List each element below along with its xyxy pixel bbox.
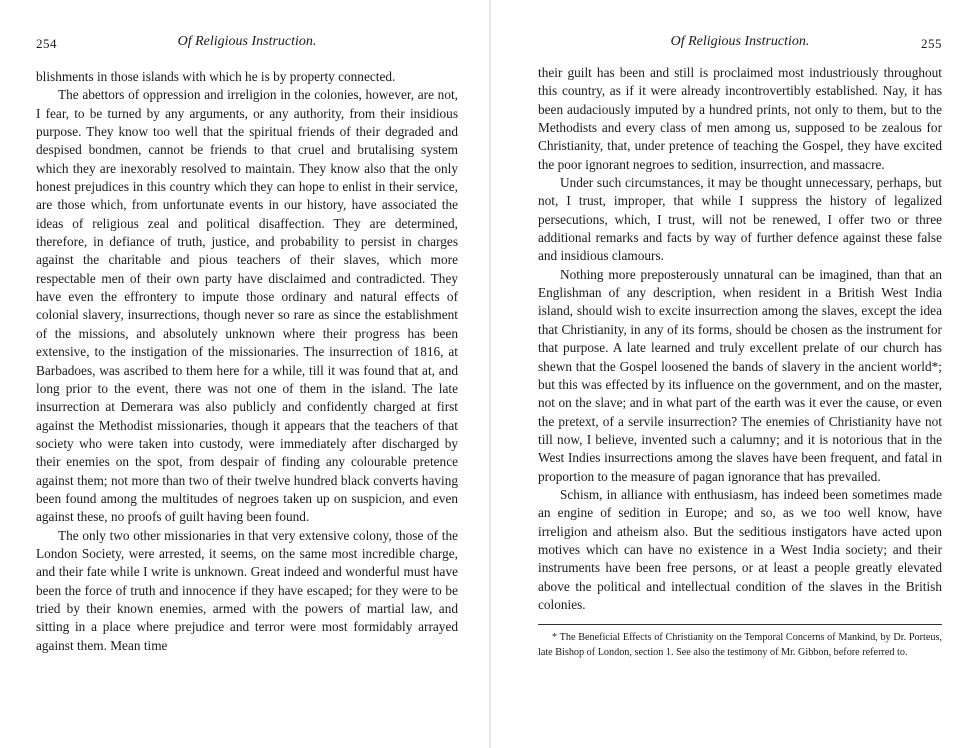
paragraph: Under such circumstances, it may be thought unnecessary, perhaps, but not, I trust, improper, that while I suppress the history of legalized persecutions, which, I trust, will not be renewed, I offer two or three additional remarks and facts by way of further defence against these false and insidious clamours. [538,175,942,264]
paragraph: blishments in those islands with which he is by property connected. [36,69,396,84]
paragraph: their guilt has been and still is proclaimed most industriously throughout this country, as if it were already incontrovertibly established. Nay, it has been audaciously imputed by a hundred prints, not only to them, but to the Methodists and every class of men among us, supposed to be zealous for Christianity, that, under pretence of teaching the Gospel, they have excited the poor ignorant negroes to sedition, insurrection, and massacre. [538,65,942,172]
left-page-body [36,68,458,655]
paragraph: The only two other missionaries in that very extensive colony, those of the London Society, were arrested, it seems, on the same most incredible charge, and their fate while I write is unknown. Great indeed and wonderful must have been the force of truth and innocence if they have escaped; for they were to be tried by their known enemies, armed with the powers of martial law, and sitting in a place where prejudice and terror were most formidably arrayed against them. Mean time [36,527,458,653]
page-number: 254 [36,36,57,51]
running-head: Of Religious Instruction. [177,34,317,49]
page-number: 255 [921,36,942,51]
right-page [490,0,980,748]
footnote-text: * The Beneficial Effects of Christianity on the Temporal Concerns of Mankind, by Dr. Porteus, late Bishop of London, section 1. See also the testimony of Mr. Gibbon, before referred to. [538,632,942,658]
right-page-body [538,64,942,614]
footnote [538,631,942,660]
right-page-header [538,32,942,58]
paragraph: Nothing more preposterously unnatural can be imagined, than that an Englishman of any description, when resident in a British West India island, should wish to excite insurrection among the slaves, except the idea that Christianity, in any of its forms, should be chosen as the instrument for that purpose. A late learned and truly excellent prelate of our church has shewn that the Gospel loosened the bands of slavery in the ancient world*; but this was effected by its influence on the government, and on the master, not on the slave; and in what part of the earth was it ever the cause, or even the pretext, of a servile insurrection? The enemies of Christianity have not till now, I believe, invented such a calumny; and it is notorious that in the West Indies insurrections among the slaves have been frequent, and fatal in proportion to the measure of pagan ignorance that has prevailed. [538,266,942,484]
left-page-header [36,32,458,58]
paragraph: The abettors of oppression and irreligion in the colonies, however, are not, I fear, to be turned by any arguments, or any authority, from their insidious purpose. They know too well that the spiritual friends of their degraded and despised bondmen, cannot be friends to that cruel and brutalising system which they are inexorably resolved to maintain. They know also that the only honest prejudices in this country which they can hope to enlist in their service, are those which, from unfortunate events in our history, have associated the ideas of religious zeal and political disaffection. They are determined, therefore, in defiance of truth, justice, and probability to persist in charges against the charitable and pious teachers of their slaves, which more respectable men of their own party have disclaimed and contradicted. They have even the effrontery to impute those ordinary and natural effects of colonial slavery, insurrections, though never so rare as since the establishment of the missions, and absolutely unknown where their progress has been extensive, to the instigation of the missionaries. The insurrection of 1816, at Barbadoes, was ascribed to them here for a while, till it was found that at, and long prior to the event, there was not one of them in the island. The late insurrection at Demerara was also publicly and confidently charged at first against the Methodist missionaries, though it appears that the teachers of that society who were taken into custody, were immediately after discharged by their enemies on the spot, from despair of finding any colourable pretence against them; not more than two of their twelve hundred black converts having been found among the multitudes of negroes taken up on suspicion, and even against these, no proofs of guilt having been found. [36,87,458,525]
footnote-divider [538,624,942,625]
running-head: Of Religious Instruction. [670,34,810,49]
paragraph: Schism, in alliance with enthusiasm, has indeed been sometimes made an engine of sedition in Europe; and so, as we too well know, have irreligion and atheism also. But the seditious instigators have acted upon motives which can have no existence in a West India society; and their instruments have been free persons, or at least a people greatly elevated above the political and intellectual condition of the slaves in the British colonies. [538,486,942,612]
